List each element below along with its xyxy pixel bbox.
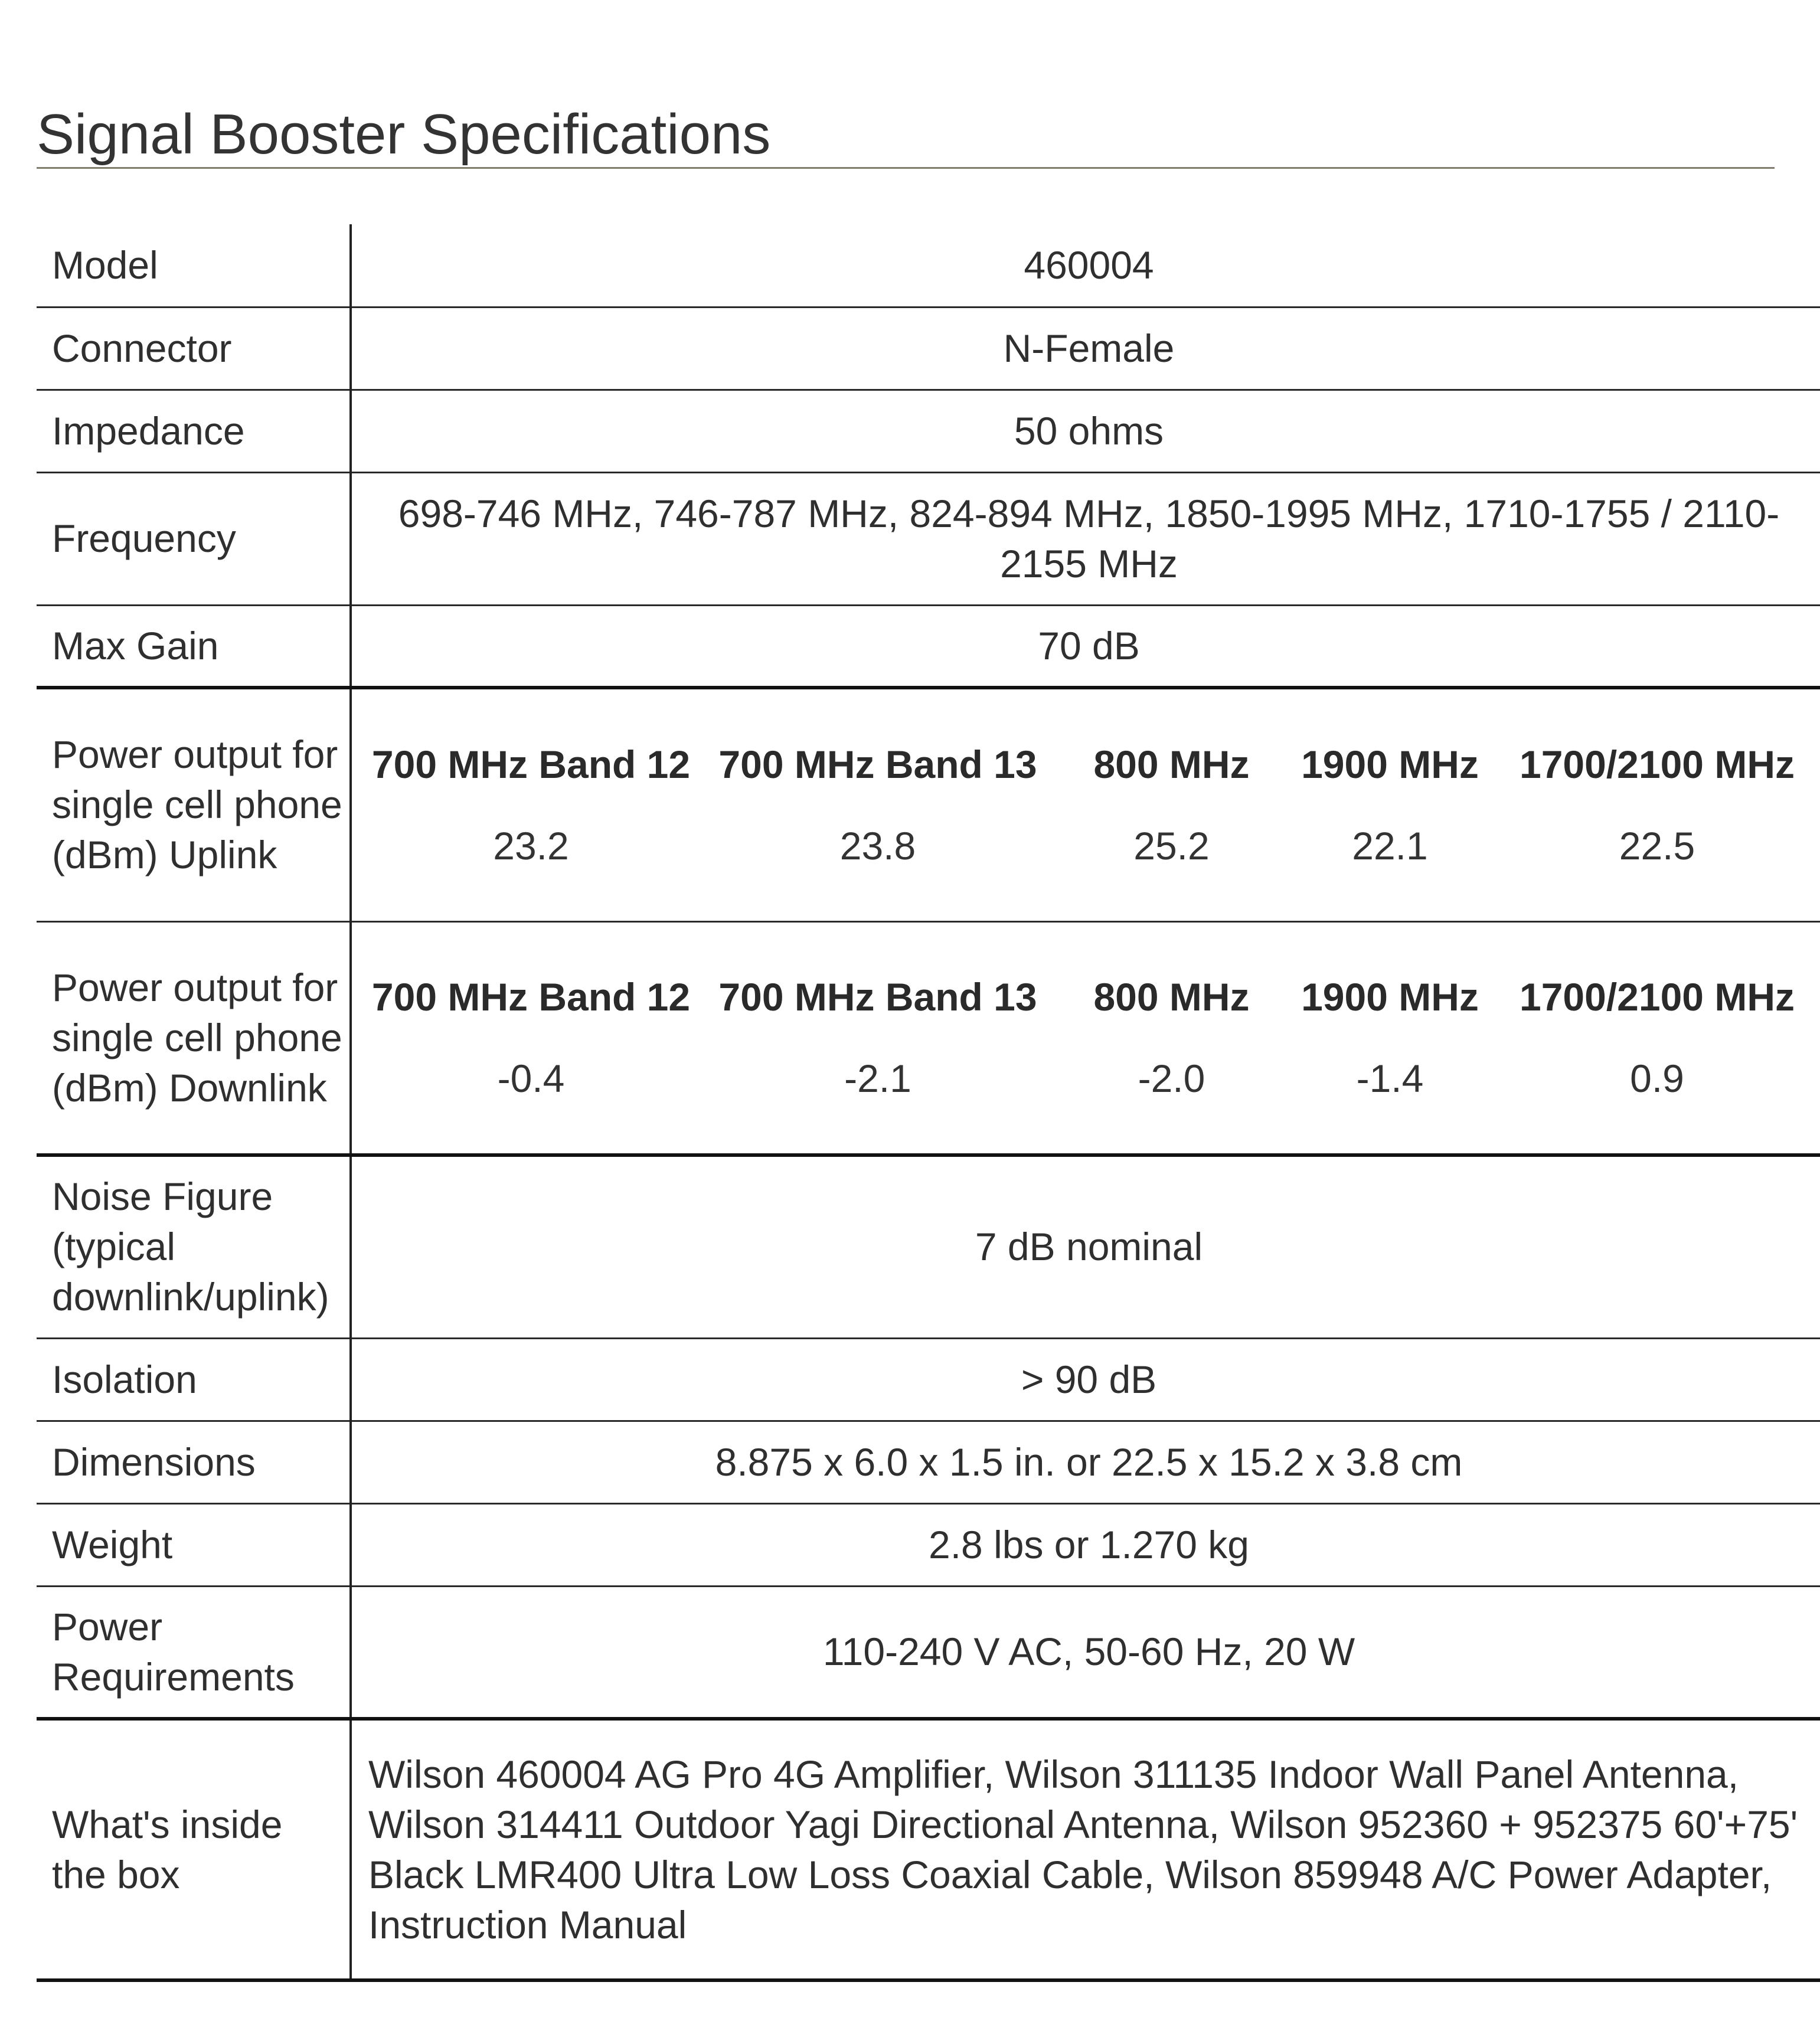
title-divider (37, 167, 1775, 169)
spec-row-dimensions (37, 1421, 1820, 1503)
spec-value: 7 dB nominal (975, 1225, 1203, 1269)
band-header: 800 MHz (1093, 975, 1250, 1019)
spec-row-model (37, 224, 1820, 307)
band-value: 25.2 (1133, 823, 1210, 868)
spec-row-connector (37, 307, 1820, 390)
band-header: 1900 MHz (1301, 975, 1479, 1019)
spec-label: Power output for single cell phone (dBm) Uplink (37, 688, 351, 921)
spec-value: 70 dB (1038, 623, 1140, 668)
band-value: 0.9 (1630, 1057, 1684, 1101)
spec-value: 698-746 MHz, 746-787 MHz, 824-894 MHz, 1850-1995 MHz, 1710-1755 / 2110-2155 MHz (398, 491, 1780, 586)
spec-row-impedance (37, 390, 1820, 472)
spec-row-power-requirements (37, 1586, 1820, 1719)
spec-label: Noise Figure (typical downlink/uplink) (37, 1155, 351, 1338)
band-header: 1700/2100 MHz (1520, 975, 1795, 1019)
band-value: -2.0 (1138, 1057, 1205, 1101)
spec-label: Dimensions (37, 1421, 351, 1503)
band-header: 700 MHz Band 13 (718, 975, 1037, 1019)
band-header: 1700/2100 MHz (1520, 742, 1795, 786)
band-header: 700 MHz Band 13 (718, 742, 1037, 786)
band-table-uplink (351, 688, 1820, 921)
spec-row-max-gain (37, 605, 1820, 688)
spec-row-whats-inside (37, 1719, 1820, 1980)
spec-label: Power output for single cell phone (dBm) Downlink (37, 921, 351, 1155)
spec-label: Power Requirements (37, 1586, 351, 1719)
spec-table (37, 224, 1820, 1982)
spec-row-isolation (37, 1338, 1820, 1421)
band-header: 1900 MHz (1301, 742, 1479, 786)
page-title: Signal Booster Specifications (37, 103, 771, 166)
band-value: 23.8 (839, 823, 916, 868)
band-value: 22.1 (1352, 823, 1428, 868)
spec-row-downlink (37, 921, 1820, 1155)
band-value: 23.2 (493, 823, 569, 868)
band-value: -0.4 (497, 1057, 565, 1101)
spec-value: 460004 (1024, 243, 1154, 287)
band-value: -2.1 (844, 1057, 911, 1101)
spec-label: Max Gain (37, 605, 351, 688)
spec-label: Isolation (37, 1338, 351, 1421)
spec-label: Connector (37, 307, 351, 390)
spec-value: 110-240 V AC, 50-60 Hz, 20 W (822, 1630, 1355, 1674)
spec-label: What's inside the box (37, 1719, 351, 1980)
spec-row-uplink (37, 688, 1820, 921)
spec-row-noise-figure (37, 1155, 1820, 1338)
spec-value: > 90 dB (1021, 1357, 1157, 1401)
band-value: -1.4 (1356, 1057, 1424, 1101)
spec-value: 50 ohms (1014, 408, 1164, 453)
spec-value: 8.875 x 6.0 x 1.5 in. or 22.5 x 15.2 x 3.8 cm (715, 1440, 1463, 1484)
band-header: 700 MHz Band 12 (371, 742, 691, 786)
band-header: 700 MHz Band 12 (371, 975, 691, 1019)
spec-label: Impedance (37, 390, 351, 472)
spec-row-weight (37, 1503, 1820, 1586)
spec-value: Wilson 460004 AG Pro 4G Amplifier, Wilson 311135 Indoor Wall Panel Antenna, Wilson 314411 Outdoor Yagi Directional Antenna, Wilson 952360 + 952375 60'+75' Black LMR400 Ultra Low Loss Coaxial Cable, Wilson 859948 A/C Power Adapter, Instruction Manual (368, 1752, 1798, 1947)
spec-row-frequency (37, 472, 1820, 605)
spec-label: Model (37, 224, 351, 307)
spec-label: Frequency (37, 472, 351, 605)
spec-value: N-Female (1003, 326, 1175, 370)
band-table-downlink (351, 921, 1820, 1155)
spec-value: 2.8 lbs or 1.270 kg (928, 1522, 1250, 1566)
band-value: 22.5 (1619, 823, 1695, 868)
band-header: 800 MHz (1093, 742, 1250, 786)
spec-label: Weight (37, 1503, 351, 1586)
